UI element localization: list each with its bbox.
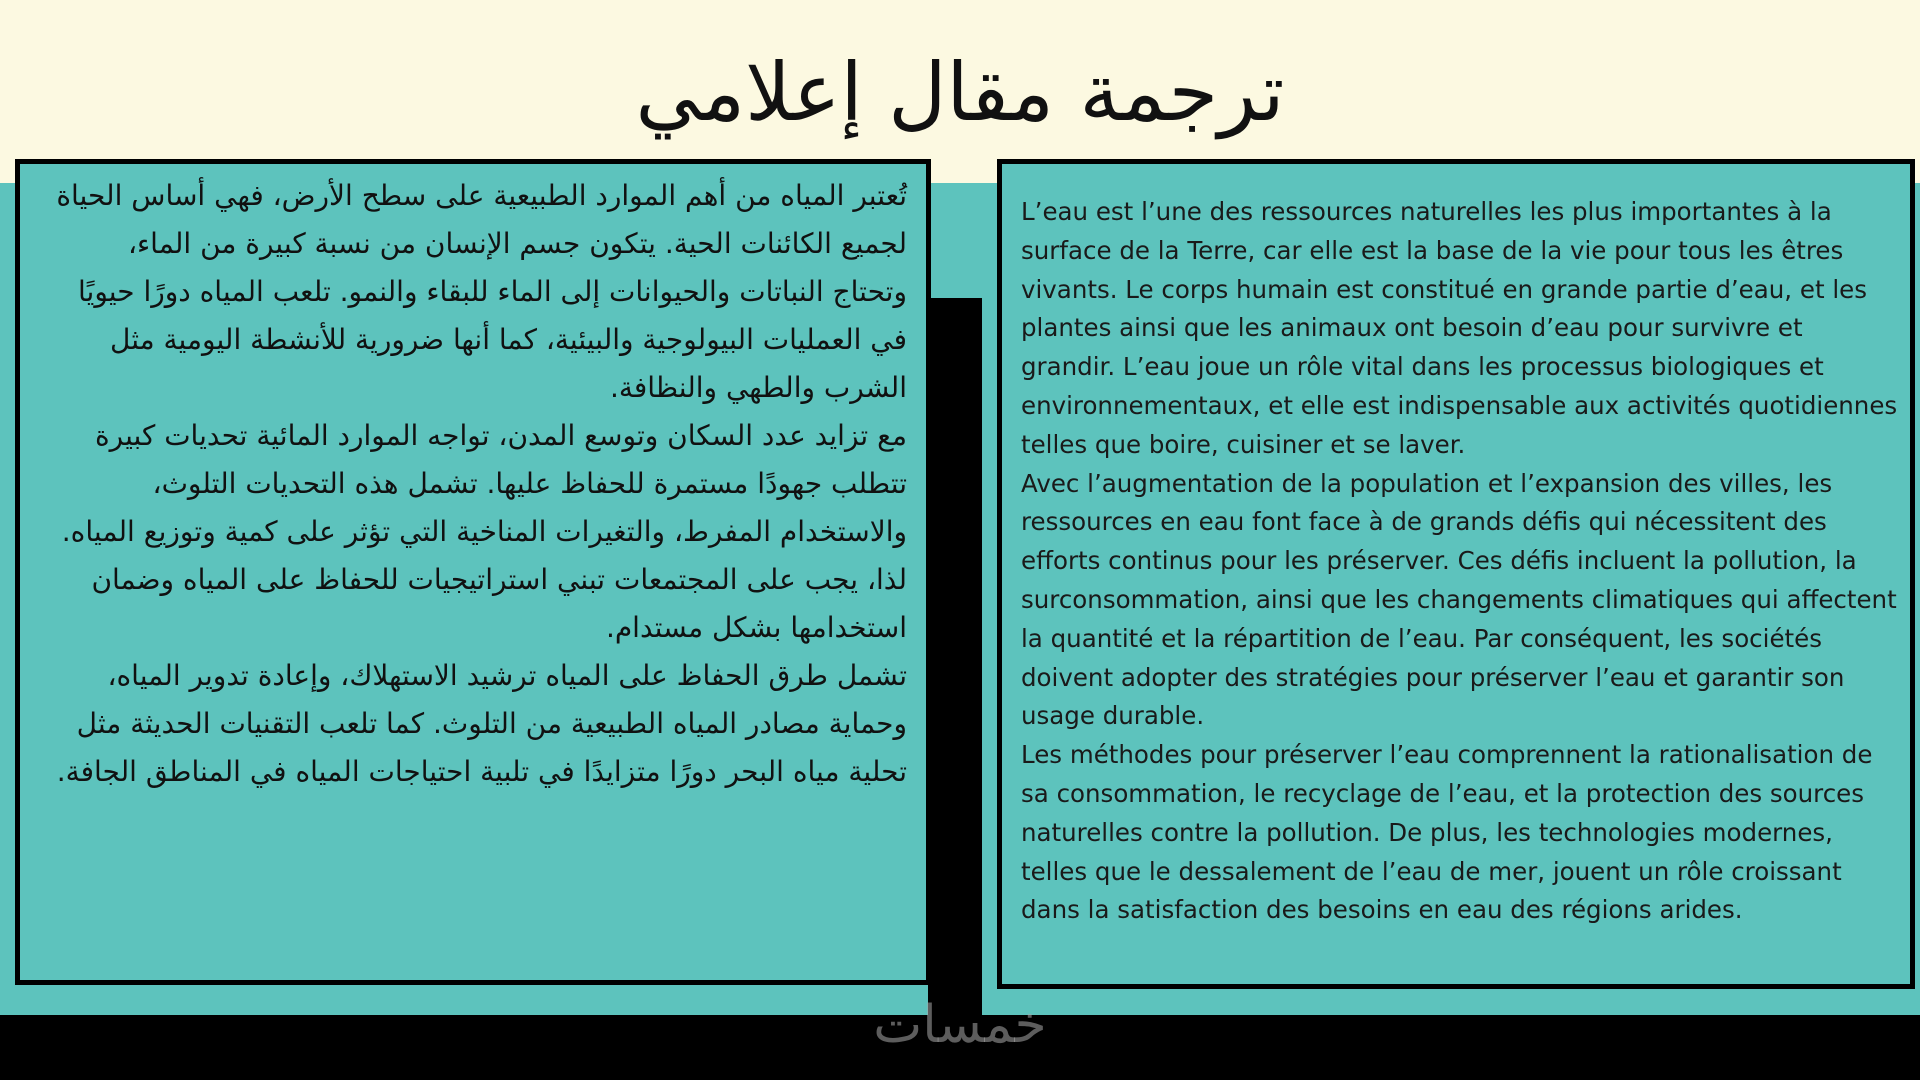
khamsat-watermark: خمسات: [873, 995, 1047, 1055]
arabic-paragraph-3: تشمل طرق الحفاظ على المياه ترشيد الاستهلاك، وإعادة تدوير المياه، وحماية مصادر المياه الطبيعية من التلوث. كما تلعب التقنيات الحديثة مثل تحلية مياه البحر دورًا متزايدًا في تلبية احتياجات المياه في المناطق الجافة.: [56, 659, 907, 788]
french-paragraph-3: Les méthodes pour préserver l’eau comprennent la rationalisation de sa consommation, le recyclage de l’eau, et la protection des sources naturelles contre la pollution. De plus, les technologies modernes, telles que le dessalement de l’eau de mer, jouent un rôle croissant dans la satisfaction des besoins en eau des régions arides.: [1021, 740, 1873, 925]
page-title: ترجمة مقال إعلامي: [635, 46, 1285, 139]
arabic-paragraph-2: مع تزايد عدد السكان وتوسع المدن، تواجه الموارد المائية تحديات كبيرة تتطلب جهودًا مستمرة للحفاظ عليها. تشمل هذه التحديات التلوث، والاستخدام المفرط، والتغيرات المناخية التي تؤثر على كمية وتوزيع المياه. لذا، يجب على المجتمعات تبني استراتيجيات للحفاظ على المياه وضمان استخدامها بشكل مستدام.: [61, 419, 907, 644]
arabic-article: [45, 172, 907, 796]
arabic-paragraph-1: تُعتبر المياه من أهم الموارد الطبيعية على سطح الأرض، فهي أساس الحياة لجميع الكائنات الحية. يتكون جسم الإنسان من نسبة كبيرة من الماء، وتحتاج النباتات والحيوانات إلى الماء للبقاء والنمو. تلعب المياه دورًا حيويًا في العمليات البيولوجية والبيئية، كما أنها ضرورية للأنشطة اليومية مثل الشرب والطهي والنظافة.: [56, 179, 907, 404]
french-paragraph-1: L’eau est l’une des ressources naturelles les plus importantes à la surface de la Terre, car elle est la base de la vie pour tous les êtres vivants. Le corps humain est constitué en grande partie d’eau, et les plantes ainsi que les animaux ont besoin d’eau pour survivre et grandir. L’eau joue un rôle vital dans les processus biologiques et environnementaux, et elle est indispensable aux activités quotidiennes telles que boire, cuisiner et se laver.: [1021, 197, 1898, 459]
french-article: [1021, 193, 1901, 930]
french-paragraph-2: Avec l’augmentation de la population et l’expansion des villes, les ressources en eau font face à de grands défis qui nécessitent des efforts continus pour les préserver. Ces défis incluent la pollution, la surconsommation, ainsi que les changements climatiques qui affectent la quantité et la répartition de l’eau. Par conséquent, les sociétés doivent adopter des stratégies pour préserver l’eau et garantir son usage durable.: [1021, 468, 1897, 731]
black-gap-divider: [928, 298, 982, 1015]
